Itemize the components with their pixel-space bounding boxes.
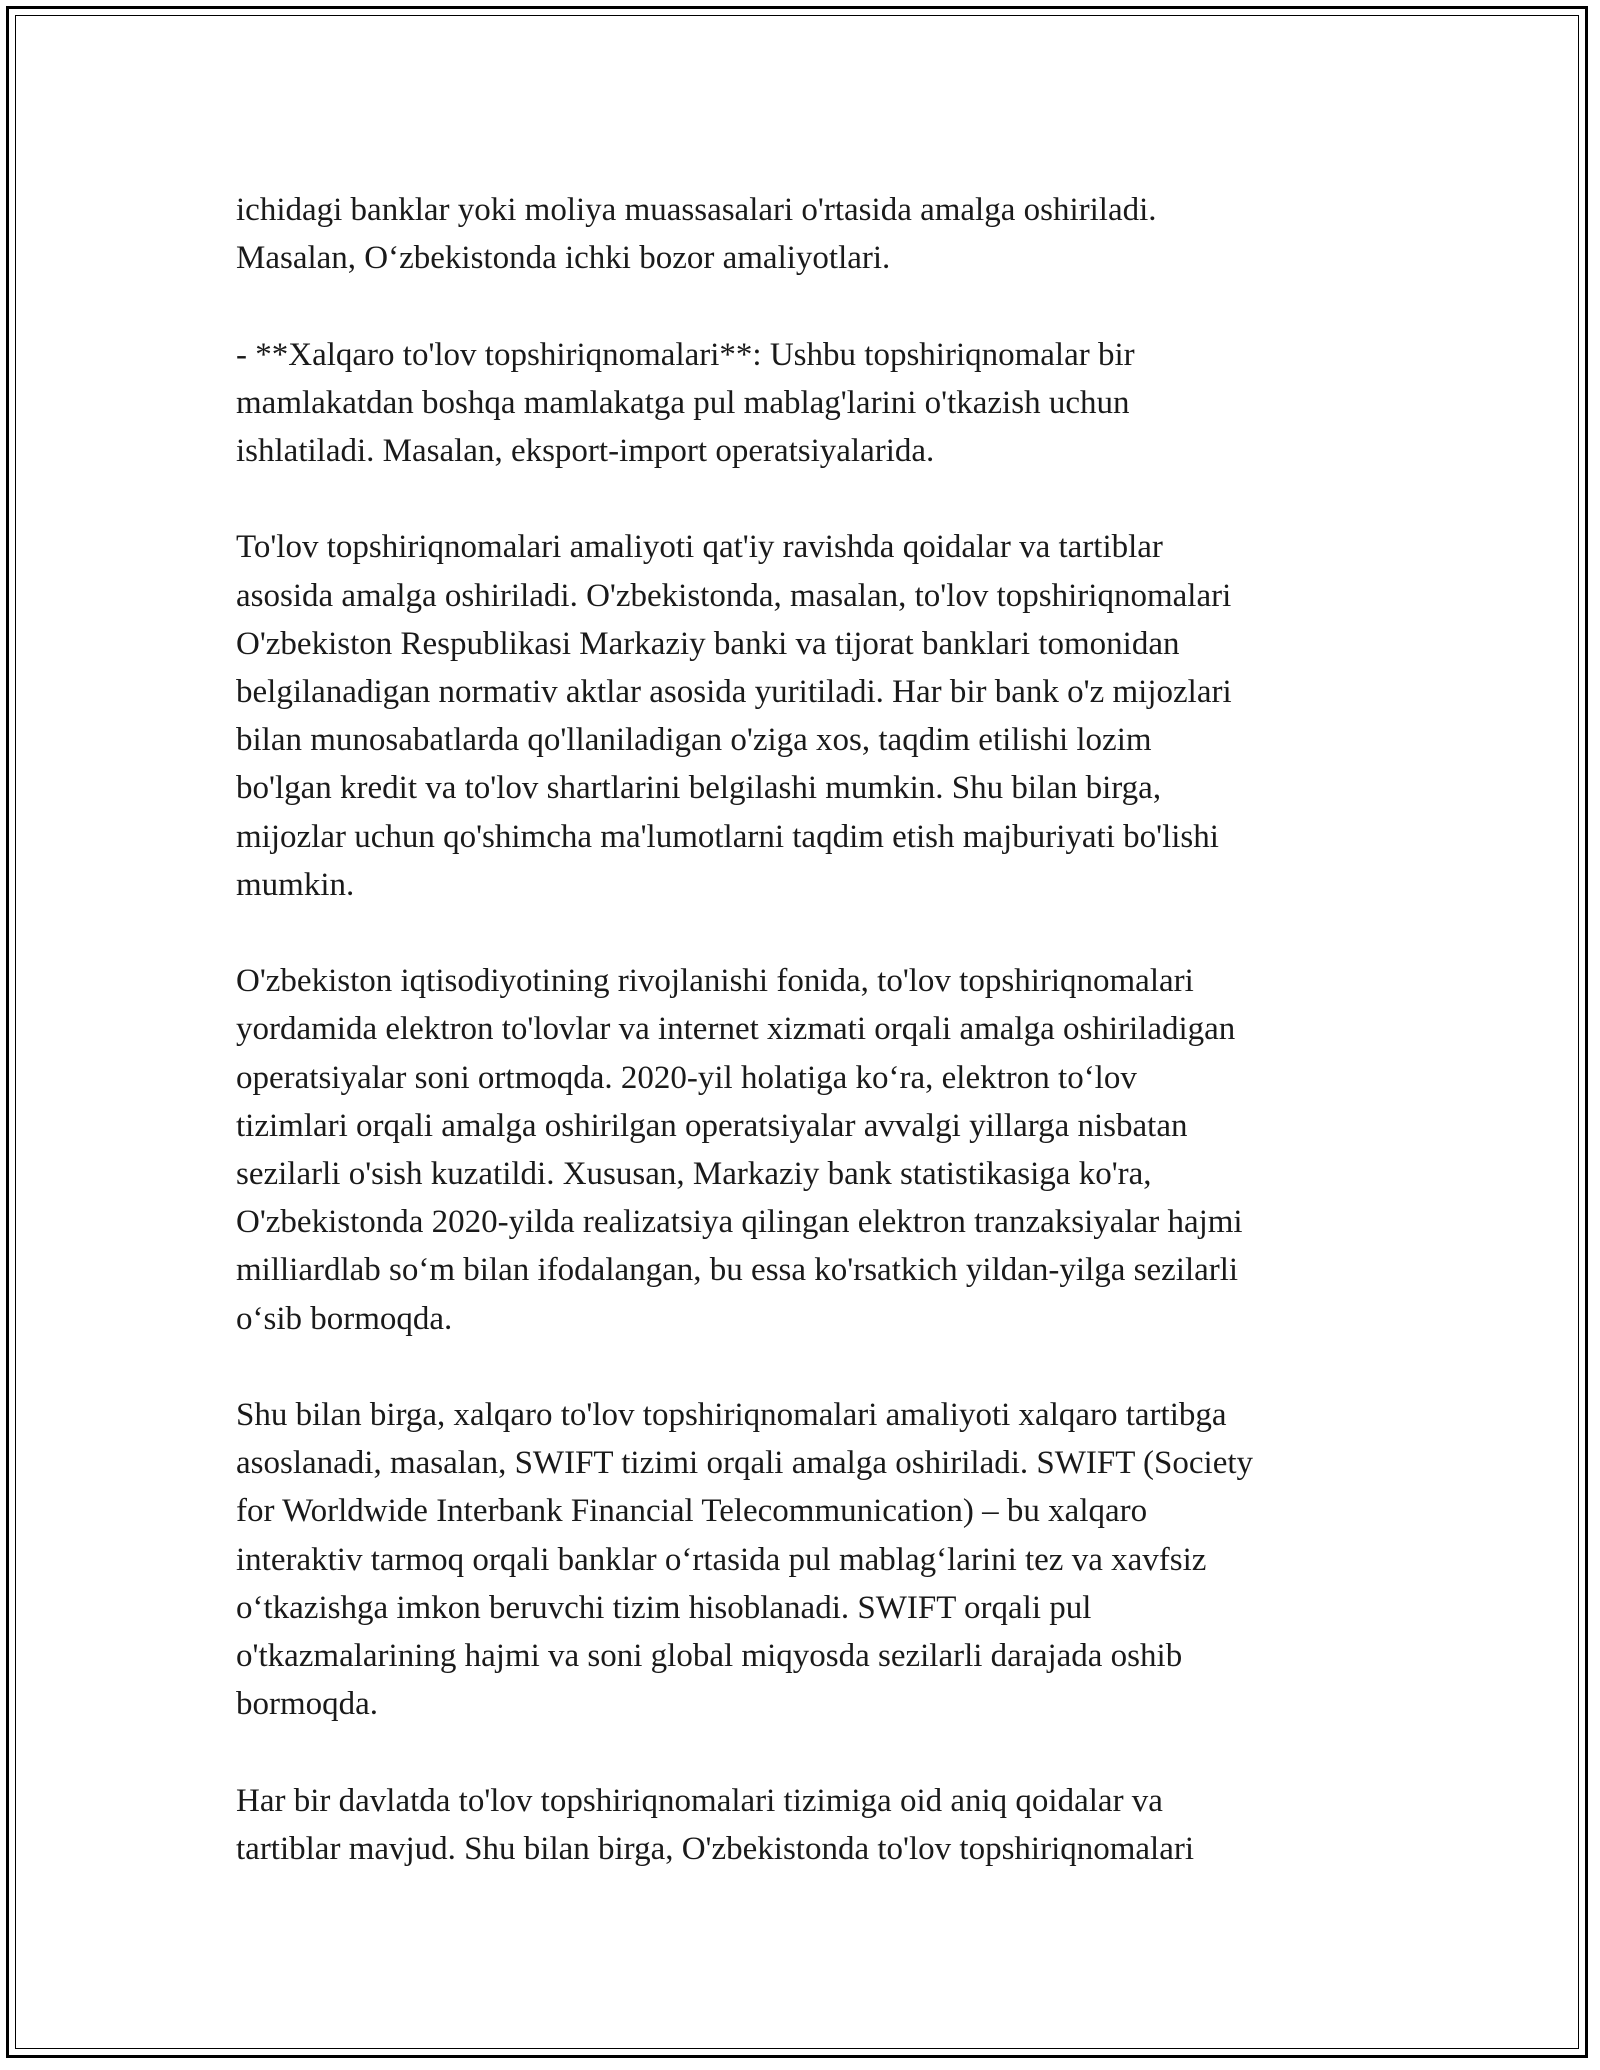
text-line: yordamida elektron to'lovlar va internet xizmati orqali amalga oshiriladigan <box>236 1011 1236 1048</box>
paragraph-electronic-payments <box>236 957 1376 1343</box>
text-line: bilan munosabatlarda qo'llaniladigan o'ziga xos, taqdim etilishi lozim <box>236 722 1152 759</box>
text-line: o'tkazmalarining hajmi va soni global miqyosda sezilarli darajada oshib <box>236 1638 1183 1675</box>
text-line: milliardlab soʻm bilan ifodalangan, bu essa ko'rsatkich yildan-yilga sezilarli <box>236 1252 1239 1289</box>
text-line: O'zbekiston iqtisodiyotining rivojlanishi fonida, to'lov topshiriqnomalari <box>236 963 1194 1000</box>
text-line: Shu bilan birga, xalqaro to'lov topshiriqnomalari amaliyoti xalqaro tartibga <box>236 1397 1227 1434</box>
text-line: O'zbekiston Respublikasi Markaziy banki va tijorat banklari tomonidan <box>236 625 1180 662</box>
text-line: oʻtkazishga imkon beruvchi tizim hisoblanadi. SWIFT orqali pul <box>236 1589 1092 1626</box>
text-line: mamlakatdan boshqa mamlakatga pul mablag'larini o'tkazish uchun <box>236 384 1130 421</box>
text-line: ichidagi banklar yoki moliya muassasalari o'rtasida amalga oshiriladi. <box>236 192 1157 228</box>
text-line: belgilanadigan normativ aktlar asosida yuritiladi. Har bir bank o'z mijozlari <box>236 674 1232 710</box>
text-line: ishlatiladi. Masalan, eksport-import operatsiyalarida. <box>236 433 935 469</box>
text-line: asosida amalga oshiriladi. O'zbekistonda, masalan, to'lov topshiriqnomalari <box>236 577 1232 614</box>
text-line: mijozlar uchun qo'shimcha ma'lumotlarni taqdim etish majburiyati bo'lishi <box>236 818 1219 855</box>
text-line: - **Xalqaro to'lov topshiriqnomalari**: Ushbu topshiriqnomalar bir <box>236 336 1135 373</box>
paragraph-domestic-transfers <box>236 186 1376 282</box>
text-line: tartiblar mavjud. Shu bilan birga, O'zbekistonda to'lov topshiriqnomalari <box>236 1830 1195 1867</box>
paragraph-swift <box>236 1391 1376 1728</box>
text-line: asoslanadi, masalan, SWIFT tizimi orqali amalga oshiriladi. SWIFT (Society <box>236 1445 1254 1482</box>
text-line: for Worldwide Interbank Financial Telecommunication) – bu xalqaro <box>236 1493 1148 1530</box>
text-line: bormoqda. <box>236 1686 379 1723</box>
document-body <box>236 186 1376 1921</box>
text-line: mumkin. <box>236 866 355 903</box>
text-line: To'lov topshiriqnomalari amaliyoti qat'iy ravishda qoidalar va tartiblar <box>236 529 1163 566</box>
text-line: interaktiv tarmoq orqali banklar oʻrtasida pul mablagʻlarini tez va xavfsiz <box>236 1541 1207 1578</box>
paragraph-international-transfers <box>236 331 1376 476</box>
text-line: operatsiyalar soni ortmoqda. 2020-yil holatiga koʻra, elektron toʻlov <box>236 1059 1137 1096</box>
text-line: oʻsib bormoqda. <box>236 1300 453 1337</box>
text-line: tizimlari orqali amalga oshirilgan operatsiyalar avvalgi yillarga nisbatan <box>236 1107 1188 1144</box>
paragraph-national-rules <box>236 1777 1376 1873</box>
text-line: Har bir davlatda to'lov topshiriqnomalari tizimiga oid aniq qoidalar va <box>236 1782 1163 1819</box>
text-line: Masalan, Oʻzbekistonda ichki bozor amaliyotlari. <box>236 240 891 277</box>
text-line: O'zbekistonda 2020-yilda realizatsiya qilingan elektron tranzaksiyalar hajmi <box>236 1204 1243 1241</box>
paragraph-regulations <box>236 523 1376 909</box>
text-line: bo'lgan kredit va to'lov shartlarini belgilashi mumkin. Shu bilan birga, <box>236 770 1162 807</box>
text-line: sezilarli o'sish kuzatildi. Xususan, Markaziy bank statistikasiga ko'ra, <box>236 1156 1152 1193</box>
